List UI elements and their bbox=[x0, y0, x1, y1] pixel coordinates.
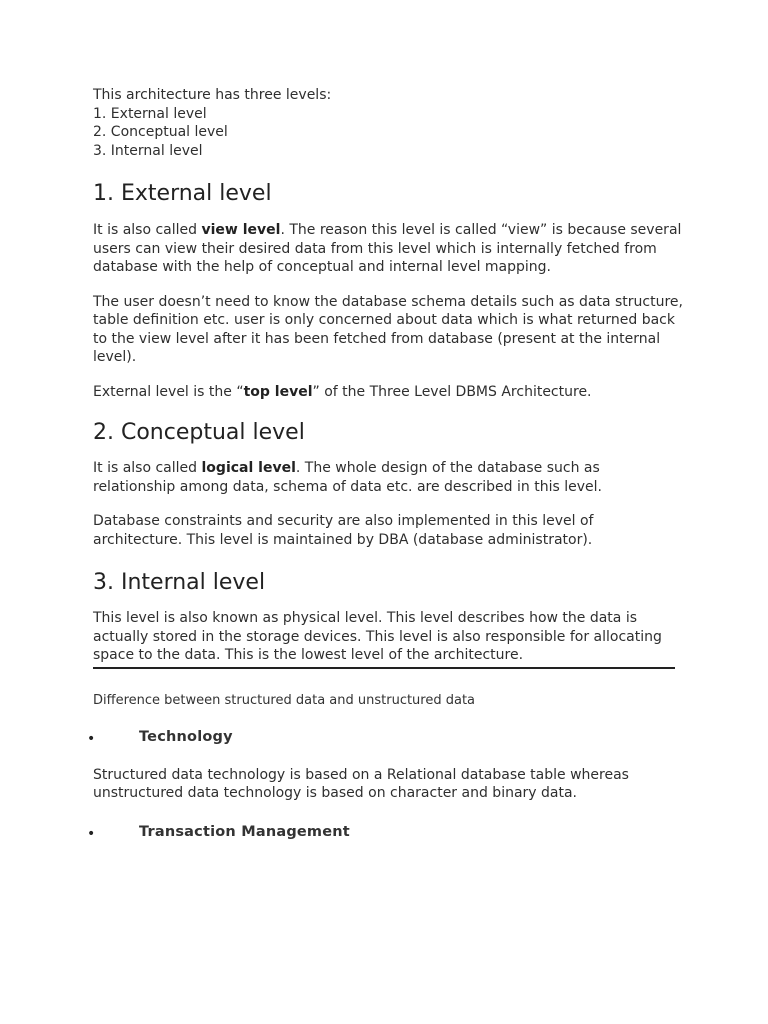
text-span: . The whole design of the database such as relationship among data, schema of data etc. are described in this level. bbox=[93, 460, 602, 495]
bullet-icon: • bbox=[87, 825, 96, 842]
text-span: It is also called bbox=[93, 460, 202, 476]
bullet-label: Transaction Management bbox=[139, 823, 350, 840]
heading-internal-level: 3. Internal level bbox=[93, 570, 266, 595]
bullet-item-technology bbox=[87, 728, 683, 749]
text-span: It is also called bbox=[93, 222, 202, 238]
bold-term: top level bbox=[243, 383, 313, 400]
text-span: ” of the Three Level DBMS Architecture. bbox=[312, 383, 592, 400]
bold-term: view level bbox=[201, 222, 281, 238]
intro-text: This architecture has three levels: bbox=[93, 87, 332, 103]
heading-conceptual-level: 2. Conceptual level bbox=[93, 420, 305, 445]
bullet-icon: • bbox=[87, 730, 96, 747]
technology-paragraph: Structured data technology is based on a Relational database table whereas unstructured data technology is based on character and binary data. bbox=[93, 766, 629, 801]
external-paragraph-1 bbox=[93, 221, 683, 277]
intro-list-item: 2. Conceptual level bbox=[93, 124, 228, 140]
bullet-label: Technology bbox=[139, 728, 233, 745]
bold-term: logical level bbox=[201, 460, 296, 476]
difference-title: Difference between structured data and unstructured data bbox=[93, 692, 476, 708]
intro-list-item: 1. External level bbox=[93, 105, 207, 122]
text-span: External level is the “ bbox=[93, 383, 244, 400]
text-span: . The reason this level is called “view” is because several users can view their desired data from this level which is internally fetched from database with the help of conceptual and internal level mapping. bbox=[93, 222, 682, 275]
section-divider bbox=[93, 667, 675, 669]
document-page bbox=[87, 86, 683, 844]
intro-block bbox=[93, 86, 683, 160]
internal-paragraph-1: This level is also known as physical level. This level describes how the data is actually stored in the storage devices. This level is also responsible for allocating space to the data. This is the lowest level of the architecture. bbox=[93, 610, 662, 663]
heading-external-level: 1. External level bbox=[93, 181, 272, 206]
external-paragraph-2: The user doesn’t need to know the database schema details such as data structure, table definition etc. user is only concerned about data which is what returned back to the view level after it has been fetched from database (present at the internal level). bbox=[93, 293, 683, 365]
conceptual-paragraph-2: Database constraints and security are also implemented in this level of architecture. This level is maintained by DBA (database administrator). bbox=[93, 513, 594, 548]
conceptual-paragraph-1 bbox=[93, 459, 683, 496]
external-paragraph-3 bbox=[93, 383, 683, 402]
bullet-item-transaction-management bbox=[87, 823, 683, 844]
intro-list-item: 3. Internal level bbox=[93, 142, 203, 159]
